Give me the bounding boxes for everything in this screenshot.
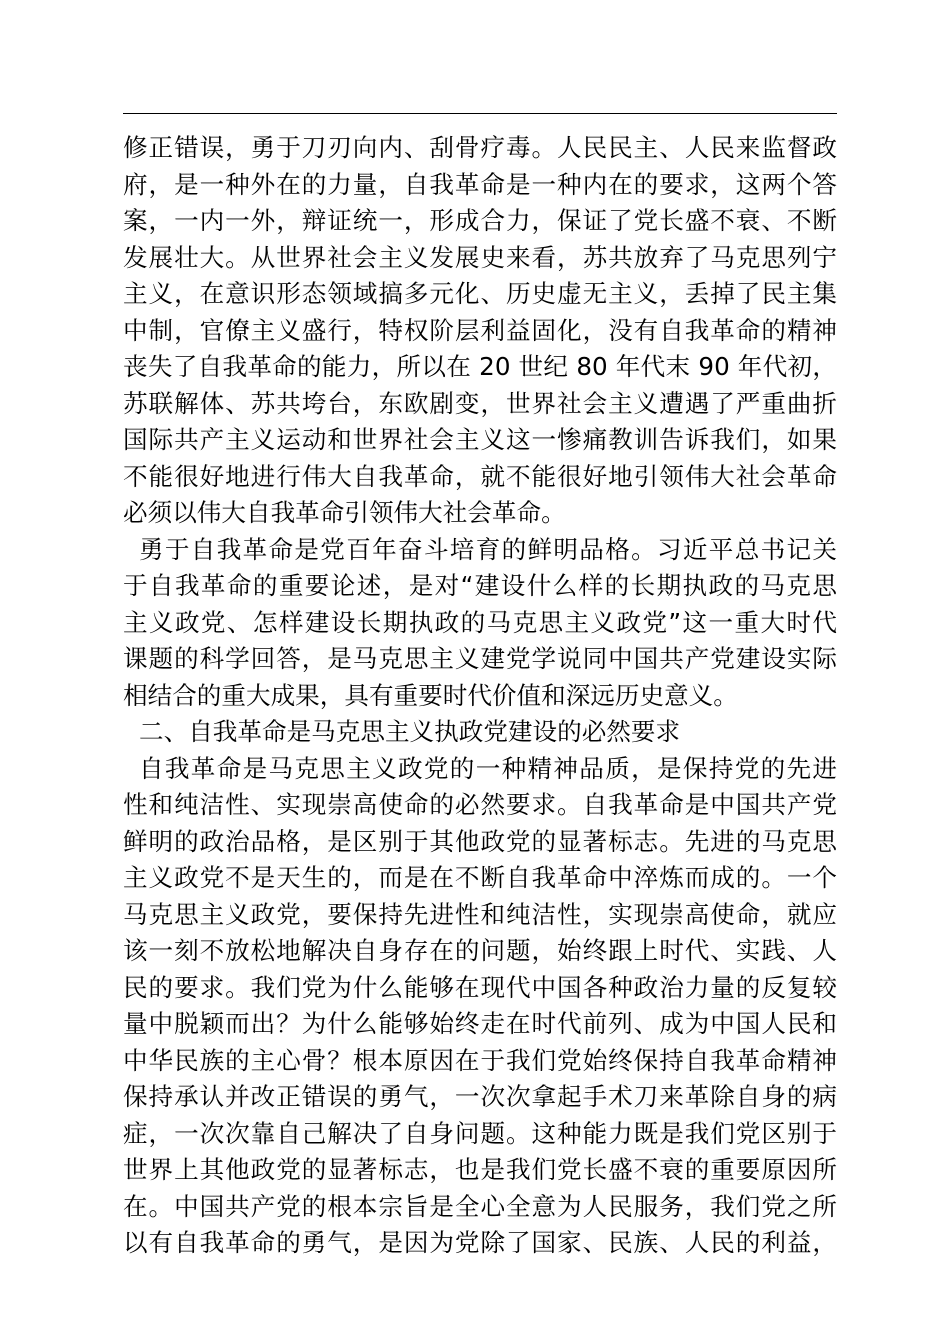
text-line: 世界上其他政党的显著标志，也是我们党长盛不衰的重要原因所 (123, 1155, 837, 1184)
text-line: 马克思主义政党，要保持先进性和纯洁性，实现崇高使命，就应 (123, 899, 837, 929)
text-line: 该一刻不放松地解决自身存在的问题，始终跟上时代、实践、人 (123, 936, 837, 965)
text-line: 主义，在意识形态领域搞多元化、历史虚无主义，丢掉了民主集 (123, 279, 837, 308)
text-line: 民的要求。我们党为什么能够在现代中国各种政治力量的反复较 (123, 972, 837, 1002)
section-heading: 二、自我革命是马克思主义执政党建设的必然要求 (139, 717, 681, 746)
text-line: 案，一内一外，辩证统一，形成合力，保证了党长盛不衰、不断 (123, 206, 837, 235)
text-line: 量中脱颖而出？为什么能够始终走在时代前列、成为中国人民和 (123, 1009, 837, 1038)
text-line: 发展壮大。从世界社会主义发展史来看，苏共放弃了马克思列宁 (123, 242, 837, 272)
text-line: 以有自我革命的勇气，是因为党除了国家、民族、人民的利益， (123, 1228, 837, 1257)
text-line: 于自我革命的重要论述，是对“建设什么样的长期执政的马克思 (123, 571, 837, 600)
text-line: 主义政党、怎样建设长期执政的马克思主义政党”这一重大时代 (123, 607, 837, 637)
text-line: 鲜明的政治品格，是区别于其他政党的显著标志。先进的马克思 (123, 826, 837, 856)
text-line: 在。中国共产党的根本宗旨是全心全意为人民服务，我们党之所 (123, 1191, 837, 1221)
text-line: 苏联解体、苏共垮台，东欧剧变，世界社会主义遭遇了严重曲折 (123, 388, 837, 418)
text-line: 保持承认并改正错误的勇气，一次次拿起手术刀来革除自身的病 (123, 1082, 837, 1111)
header-rule (123, 113, 837, 114)
text-line: 症，一次次靠自己解决了自身问题。这种能力既是我们党区别于 (123, 1118, 837, 1148)
text-line: 中制，官僚主义盛行，特权阶层利益固化，没有自我革命的精神 (123, 315, 837, 345)
text-line: 必须以伟大自我革命引领伟大社会革命。 (123, 498, 566, 527)
text-line: 府，是一种外在的力量，自我革命是一种内在的要求，这两个答 (123, 169, 837, 199)
text-line: 主义政党不是天生的，而是在不断自我革命中淬炼而成的。一个 (123, 863, 837, 892)
body-text (123, 130, 837, 1262)
text-line: 中华民族的主心骨？根本原因在于我们党始终保持自我革命精神 (123, 1045, 837, 1075)
text-line: 相结合的重大成果，具有重要时代价值和深远历史意义。 (123, 680, 738, 710)
text-line: 性和纯洁性、实现崇高使命的必然要求。自我革命是中国共产党 (123, 790, 837, 819)
paragraph-start-line: 勇于自我革命是党百年奋斗培育的鲜明品格。习近平总书记关 (139, 534, 837, 564)
text-line: 课题的科学回答，是马克思主义建党学说同中国共产党建设实际 (123, 644, 837, 673)
text-line: 修正错误，勇于刀刃向内、刮骨疗毒。人民民主、人民来监督政 (123, 133, 837, 162)
text-line: 丧失了自我革命的能力，所以在 20 世纪 80 年代末 90 年代初， (123, 352, 837, 381)
text-line: 不能很好地进行伟大自我革命，就不能很好地引领伟大社会革命 (123, 461, 837, 491)
paragraph-start-line: 自我革命是马克思主义政党的一种精神品质，是保持党的先进 (139, 753, 837, 783)
text-line: 国际共产主义运动和世界社会主义这一惨痛教训告诉我们，如果 (123, 425, 837, 454)
